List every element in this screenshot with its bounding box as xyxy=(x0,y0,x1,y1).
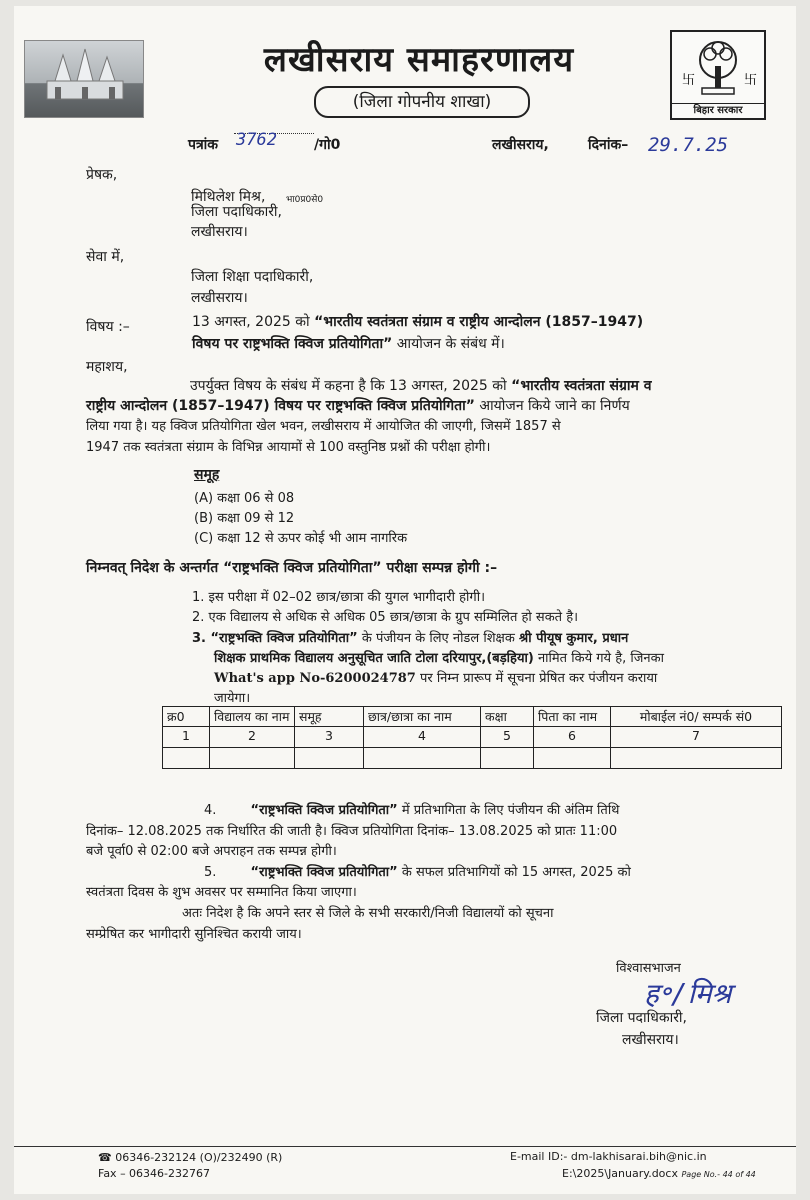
temple-building-icon xyxy=(25,41,143,117)
subject-title-cont: विषय पर राष्ट्रभक्ति क्विज प्रतियोगिता” xyxy=(192,336,393,352)
col-header: क्र0 xyxy=(163,707,210,727)
office-title: लखीसराय समाहरणालय xyxy=(263,40,575,80)
table-cell: 4 xyxy=(364,727,481,748)
group-c: (C) कक्षा 12 से ऊपर कोई भी आम नागरिक xyxy=(194,531,408,546)
table-row-empty xyxy=(163,748,782,769)
point-3-line-1 xyxy=(192,628,628,649)
para1-line-1 xyxy=(190,375,652,397)
point-3-title: 3. “राष्ट्रभक्ति क्विज प्रतियोगिता” xyxy=(192,631,358,646)
table-cell xyxy=(163,748,210,769)
para1-line-4: 1947 तक स्वतंत्रता संग्राम के विभिन्न आयामों से 100 वस्तुनिष्ठ प्रश्नों की परीक्षा होगी। xyxy=(86,440,491,455)
para4-title: “राष्ट्रभक्ति क्विज प्रतियोगिता” xyxy=(250,803,398,818)
table-cell: 2 xyxy=(210,727,295,748)
regards: विश्वासभाजन xyxy=(616,961,681,976)
subject-title: “भारतीय स्वतंत्रता संग्राम व राष्ट्रीय आन्दोलन (1857–1947) xyxy=(314,314,644,330)
table-cell: 1 xyxy=(163,727,210,748)
table-cell xyxy=(295,748,364,769)
point-3-school: शिक्षक प्राथमिक विद्यालय अनुसूचित जाति टोला दरियापुर,(बड़हिया) xyxy=(214,651,534,666)
table-cell: 7 xyxy=(611,727,782,748)
footer-file: E:\2025\January.docx xyxy=(562,1167,678,1180)
col-header: विद्यालय का नाम xyxy=(210,707,295,727)
directive-heading: निम्नवत् निदेश के अन्तर्गत “राष्ट्रभक्ति क्विज प्रतियोगिता” परीक्षा सम्पन्न होगी :– xyxy=(86,560,498,576)
table-row xyxy=(163,727,782,748)
footer-fax: Fax – 06346-232767 xyxy=(98,1167,211,1180)
table-cell xyxy=(481,748,534,769)
para4-text: में प्रतिभागिता के लिए पंजीयन की अंतिम तिथि xyxy=(401,803,620,818)
collectorate-building-photo xyxy=(24,40,144,118)
sender-place: लखीसराय। xyxy=(191,224,248,240)
para1-text-cont: आयोजन किये जाने का निर्णय xyxy=(479,398,630,414)
footer-file-info xyxy=(562,1166,756,1183)
recipient-label: सेवा में, xyxy=(86,249,125,265)
point-3-text-3: पर निम्न प्रारूप में सूचना प्रेषित कर पंजीयन कराया xyxy=(419,671,658,686)
para5-line-1 xyxy=(204,862,631,883)
para1-bold: “भारतीय स्वतंत्रता संग्राम व xyxy=(511,378,652,394)
bodhi-tree-emblem-icon xyxy=(672,32,764,104)
subject-label: विषय :– xyxy=(86,319,130,335)
closing-line-2: सम्प्रेषित कर भागीदारी सुनिश्चित करायी जाय। xyxy=(86,927,302,942)
registration-format-table xyxy=(162,706,782,769)
ref-suffix: /गो0 xyxy=(314,137,341,153)
para5-text: के सफल प्रतिभागियों को 15 अगस्त, 2025 को xyxy=(401,865,631,880)
subject-text-cont: आयोजन के संबंध में। xyxy=(396,336,505,352)
salutation: महाशय, xyxy=(86,359,128,375)
para4-number: 4. xyxy=(204,803,217,818)
sender-name: मिथिलेश मिश्र, xyxy=(191,189,266,205)
subject-line-2 xyxy=(192,333,505,355)
para4-line-1 xyxy=(204,800,620,821)
group-b: (B) कक्षा 09 से 12 xyxy=(194,511,295,526)
footer-email: E-mail ID:- dm-lakhisarai.bih@nic.in xyxy=(510,1150,707,1163)
para1-text: उपर्युक्त विषय के संबंध में कहना है कि 13 अगस्त, 2025 को xyxy=(190,378,507,394)
sender-designation: जिला पदाधिकारी, xyxy=(191,204,283,220)
subject-text: 13 अगस्त, 2025 को xyxy=(192,314,310,330)
ref-number: 3762 xyxy=(236,130,277,150)
signatory-place: लखीसराय। xyxy=(622,1032,679,1048)
para5-line-2: स्वतंत्रता दिवस के शुभ अवसर पर सम्मानित किया जाएगा। xyxy=(86,885,357,900)
recipient-place: लखीसराय। xyxy=(191,290,248,306)
ref-label: पत्रांक xyxy=(188,137,219,153)
group-a: (A) कक्षा 06 से 08 xyxy=(194,491,295,506)
handwritten-signature: ह॰/मिश्र xyxy=(644,977,732,1010)
point-1: 1. इस परीक्षा में 02–02 छात्र/छात्रा की युगल भागीदारी होगी। xyxy=(192,590,485,605)
date-value: 29.7.25 xyxy=(648,134,729,156)
point-3-line-2 xyxy=(214,648,664,669)
col-header: समूह xyxy=(295,707,364,727)
signatory-designation: जिला पदाधिकारी, xyxy=(596,1010,688,1026)
svg-text:卐: 卐 xyxy=(682,73,696,88)
table-cell xyxy=(611,748,782,769)
table-cell xyxy=(210,748,295,769)
para4-line-2: दिनांक– 12.08.2025 तक निर्धारित की जाती है। क्विज प्रतियोगिता दिनांक– 13.08.2025 को प्रातः 11:00 xyxy=(86,824,618,839)
footer-phone: ☎ 06346-232124 (O)/232490 (R) xyxy=(98,1151,283,1164)
col-header: कक्षा xyxy=(481,707,534,727)
table-header-row xyxy=(163,707,782,727)
para1-line-2 xyxy=(86,395,630,417)
para1-line-3: लिया गया है। यह क्विज प्रतियोगिता खेल भवन, लखीसराय में आयोजित की जाएगी, जिसमें 1857 से xyxy=(86,419,561,434)
point-3-teacher: श्री पीयूष कुमार, प्रधान xyxy=(518,631,629,646)
table-cell: 5 xyxy=(481,727,534,748)
bihar-government-emblem xyxy=(670,30,766,120)
point-2: 2. एक विद्यालय से अधिक से अधिक 05 छात्र/छात्रा के ग्रुप सम्मिलित हो सकते है। xyxy=(192,610,579,625)
point-3-line-3 xyxy=(214,668,657,689)
sender-label: प्रेषक, xyxy=(86,167,118,183)
para4-line-3: बजे पूर्वा0 से 02:00 बजे अपराहन तक सम्पन्न होगी। xyxy=(86,844,337,859)
col-header: पिता का नाम xyxy=(534,707,611,727)
sender-service: भा0प्र0से0 xyxy=(286,195,324,205)
point-3-text: के पंजीयन के लिए नोडल शिक्षक xyxy=(361,631,515,646)
table-cell: 3 xyxy=(295,727,364,748)
whatsapp-number: What's app No-6200024787 xyxy=(214,671,416,686)
para5-title: “राष्ट्रभक्ति क्विज प्रतियोगिता” xyxy=(250,865,398,880)
table-cell xyxy=(364,748,481,769)
para5-number: 5. xyxy=(204,865,217,880)
office-subtitle: (जिला गोपनीय शाखा) xyxy=(314,86,530,118)
ref-place: लखीसराय, xyxy=(492,137,549,153)
col-header: छात्र/छात्रा का नाम xyxy=(364,707,481,727)
footer-page: Page No.- 44 of 44 xyxy=(681,1170,756,1179)
col-header: मोबाईल नं0/ सम्पर्क सं0 xyxy=(611,707,782,727)
point-3-text-2: नामित किये गये है, जिनका xyxy=(537,651,664,666)
point-3-line-4: जायेगा। xyxy=(214,691,251,706)
letter-page xyxy=(14,6,796,1194)
table-cell: 6 xyxy=(534,727,611,748)
svg-text:卐: 卐 xyxy=(744,73,758,88)
para1-bold-cont: राष्ट्रीय आन्दोलन (1857–1947) विषय पर राष्ट्रभक्ति क्विज प्रतियोगिता” xyxy=(86,398,475,414)
date-label: दिनांक– xyxy=(588,137,629,153)
recipient-designation: जिला शिक्षा पदाधिकारी, xyxy=(191,269,314,285)
closing-line-1: अतः निदेश है कि अपने स्तर से जिले के सभी सरकारी/निजी विद्यालयों को सूचना xyxy=(182,906,554,921)
emblem-label: बिहार सरकार xyxy=(672,103,764,117)
groups-heading: समूह xyxy=(194,467,220,483)
footer-divider xyxy=(14,1146,796,1147)
subject-line-1 xyxy=(192,311,643,333)
table-cell xyxy=(534,748,611,769)
